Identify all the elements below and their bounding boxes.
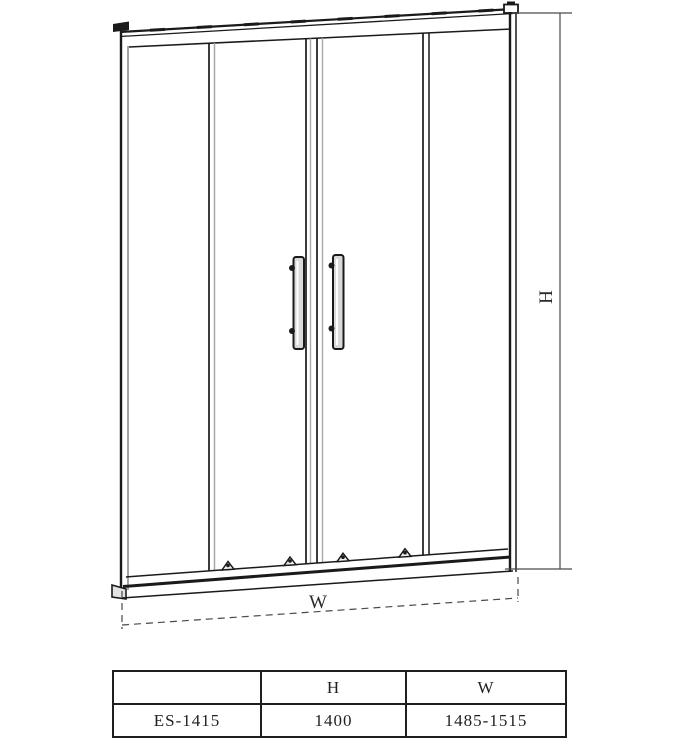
right-frame-stile (504, 2, 518, 573)
spec-table-header-row (113, 671, 566, 704)
shower-door-frame (112, 2, 518, 600)
height-dimension (505, 13, 572, 569)
door-panel-dividers (209, 33, 429, 571)
door-handle-right (329, 255, 344, 349)
spec-header-model (113, 671, 261, 704)
spec-cell-height: 1400 (261, 704, 406, 737)
spec-cell-width: 1485-1515 (406, 704, 566, 737)
left-frame-stile (112, 22, 129, 600)
spec-table-data-row (113, 704, 566, 737)
handle-mount-bottom (289, 328, 295, 334)
handle-mount-top (329, 263, 335, 269)
spec-cell-model: ES-1415 (113, 704, 261, 737)
handle-mount-top (289, 265, 295, 271)
height-dimension-label: H (536, 290, 557, 304)
handle-mount-bottom (329, 326, 335, 332)
width-dimension-label: W (309, 592, 327, 613)
door-handle-left (289, 257, 304, 349)
spec-header-width: W (406, 671, 566, 704)
spec-table (112, 670, 567, 738)
spec-header-height: H (261, 671, 406, 704)
